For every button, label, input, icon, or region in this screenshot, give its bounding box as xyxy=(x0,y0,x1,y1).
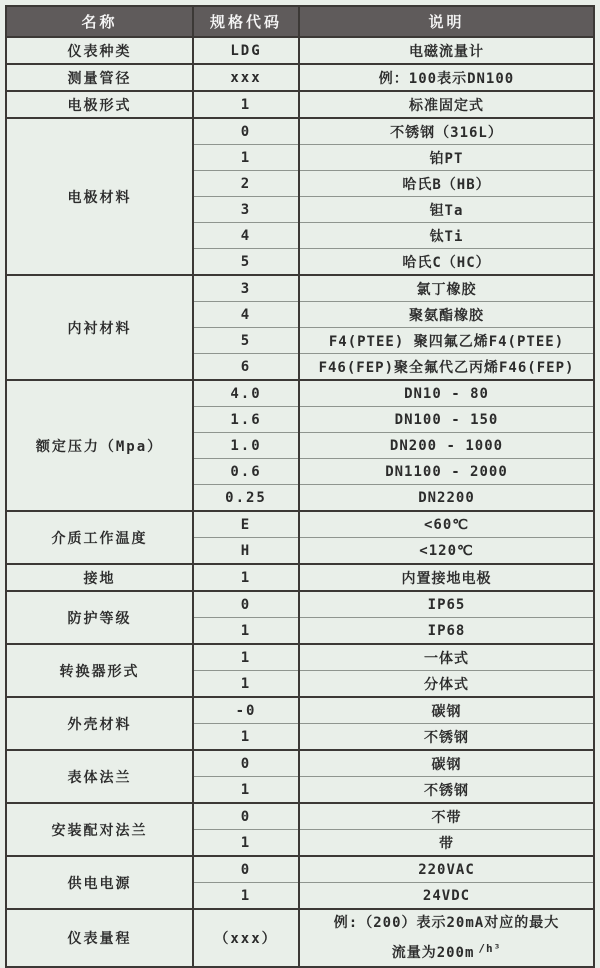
code-cell: 0 xyxy=(193,803,299,830)
group-name-cell: 测量管径 xyxy=(6,64,193,91)
desc-cell: 氯丁橡胶 xyxy=(299,275,594,302)
table-row xyxy=(6,591,594,618)
header-cell-name: 名称 xyxy=(6,6,193,37)
code-cell: 1.6 xyxy=(193,407,299,433)
desc-cell: 不锈钢 xyxy=(299,777,594,804)
group-name-cell: 仪表种类 xyxy=(6,37,193,64)
group-name-cell: 转换器形式 xyxy=(6,644,193,697)
group-name-cell: 电极材料 xyxy=(6,118,193,275)
desc-cell: DN10 - 80 xyxy=(299,380,594,407)
code-cell: 4 xyxy=(193,223,299,249)
table-row xyxy=(6,275,594,302)
desc-line-2-text: 流量为200m xyxy=(391,945,475,961)
code-cell: 1 xyxy=(193,830,299,857)
code-cell: 3 xyxy=(193,197,299,223)
desc-cell: 聚氨酯橡胶 xyxy=(299,302,594,328)
table-row xyxy=(6,118,594,145)
desc-cell: 不带 xyxy=(299,803,594,830)
code-cell: 4 xyxy=(193,302,299,328)
desc-cell: 不锈钢 xyxy=(299,724,594,751)
desc-cell: 钽Ta xyxy=(299,197,594,223)
desc-cell: <120℃ xyxy=(299,538,594,565)
group-name-cell: 外壳材料 xyxy=(6,697,193,750)
code-cell: 3 xyxy=(193,275,299,302)
table-row xyxy=(6,511,594,538)
code-cell: 0 xyxy=(193,750,299,777)
code-cell: 1 xyxy=(193,618,299,645)
desc-cell: F4(PTEE) 聚四氟乙烯F4(PTEE) xyxy=(299,328,594,354)
group-name-cell: 内衬材料 xyxy=(6,275,193,380)
desc-cell: 哈氏C（HC） xyxy=(299,249,594,276)
code-cell: 0 xyxy=(193,118,299,145)
table-row xyxy=(6,697,594,724)
desc-cell: 碳钢 xyxy=(299,750,594,777)
desc-cell: DN2200 xyxy=(299,485,594,512)
code-cell: 1.0 xyxy=(193,433,299,459)
code-cell: 2 xyxy=(193,171,299,197)
desc-cell: 碳钢 xyxy=(299,697,594,724)
desc-cell: 一体式 xyxy=(299,644,594,671)
desc-cell: 哈氏B（HB） xyxy=(299,171,594,197)
code-cell: 4.0 xyxy=(193,380,299,407)
group-name-cell: 接地 xyxy=(6,564,193,591)
table-row xyxy=(6,91,594,118)
code-cell: 6 xyxy=(193,354,299,381)
desc-line-1: 例:（200）表示20mA对应的最大 xyxy=(333,915,560,931)
group-name-cell: 额定压力（Mpa） xyxy=(6,380,193,511)
code-cell: 1 xyxy=(193,883,299,910)
desc-line-2 xyxy=(304,936,589,966)
desc-cell: 分体式 xyxy=(299,671,594,698)
desc-cell: 带 xyxy=(299,830,594,857)
table-row xyxy=(6,644,594,671)
code-cell: H xyxy=(193,538,299,565)
table-row xyxy=(6,856,594,883)
group-name-cell: 防护等级 xyxy=(6,591,193,644)
desc-cell: 电磁流量计 xyxy=(299,37,594,64)
spec-table xyxy=(5,5,595,968)
code-cell: 1 xyxy=(193,145,299,171)
table-row xyxy=(6,64,594,91)
code-cell: 1 xyxy=(193,724,299,751)
code-cell: 1 xyxy=(193,671,299,698)
code-cell: （xxx） xyxy=(193,909,299,967)
desc-cell: 标准固定式 xyxy=(299,91,594,118)
desc-cell: 铂PT xyxy=(299,145,594,171)
desc-cell: 24VDC xyxy=(299,883,594,910)
desc-cell: IP68 xyxy=(299,618,594,645)
table-row xyxy=(6,909,594,967)
desc-cell: DN100 - 150 xyxy=(299,407,594,433)
code-cell: 1 xyxy=(193,564,299,591)
code-cell: LDG xyxy=(193,37,299,64)
table-header-row xyxy=(6,6,594,37)
code-cell: 1 xyxy=(193,644,299,671)
table-row xyxy=(6,750,594,777)
table-row xyxy=(6,37,594,64)
code-cell: E xyxy=(193,511,299,538)
code-cell: 5 xyxy=(193,328,299,354)
desc-cell xyxy=(299,909,594,967)
group-name-cell: 介质工作温度 xyxy=(6,511,193,564)
code-cell: 0.6 xyxy=(193,459,299,485)
desc-cell: 内置接地电极 xyxy=(299,564,594,591)
desc-cell: 不锈钢（316L） xyxy=(299,118,594,145)
code-cell: -0 xyxy=(193,697,299,724)
table-row xyxy=(6,803,594,830)
code-cell: 1 xyxy=(193,777,299,804)
desc-cell: DN200 - 1000 xyxy=(299,433,594,459)
group-name-cell: 仪表量程 xyxy=(6,909,193,967)
code-cell: 0 xyxy=(193,591,299,618)
desc-cell: IP65 xyxy=(299,591,594,618)
code-cell: 0.25 xyxy=(193,485,299,512)
table-row xyxy=(6,380,594,407)
desc-cell: 220VAC xyxy=(299,856,594,883)
desc-cell: F46(FEP)聚全氟代乙丙烯F46(FEP) xyxy=(299,354,594,381)
desc-cell: 钛Ti xyxy=(299,223,594,249)
group-name-cell: 表体法兰 xyxy=(6,750,193,803)
desc-cell: <60℃ xyxy=(299,511,594,538)
desc-cell: 例：100表示DN100 xyxy=(299,64,594,91)
table-row xyxy=(6,564,594,591)
code-cell: xxx xyxy=(193,64,299,91)
code-cell: 1 xyxy=(193,91,299,118)
flow-unit-superscript: /h³ xyxy=(478,942,502,955)
group-name-cell: 电极形式 xyxy=(6,91,193,118)
header-cell-code: 规格代码 xyxy=(193,6,299,37)
code-cell: 5 xyxy=(193,249,299,276)
group-name-cell: 供电电源 xyxy=(6,856,193,909)
code-cell: 0 xyxy=(193,856,299,883)
header-cell-desc: 说明 xyxy=(299,6,594,37)
desc-cell: DN1100 - 2000 xyxy=(299,459,594,485)
group-name-cell: 安装配对法兰 xyxy=(6,803,193,856)
